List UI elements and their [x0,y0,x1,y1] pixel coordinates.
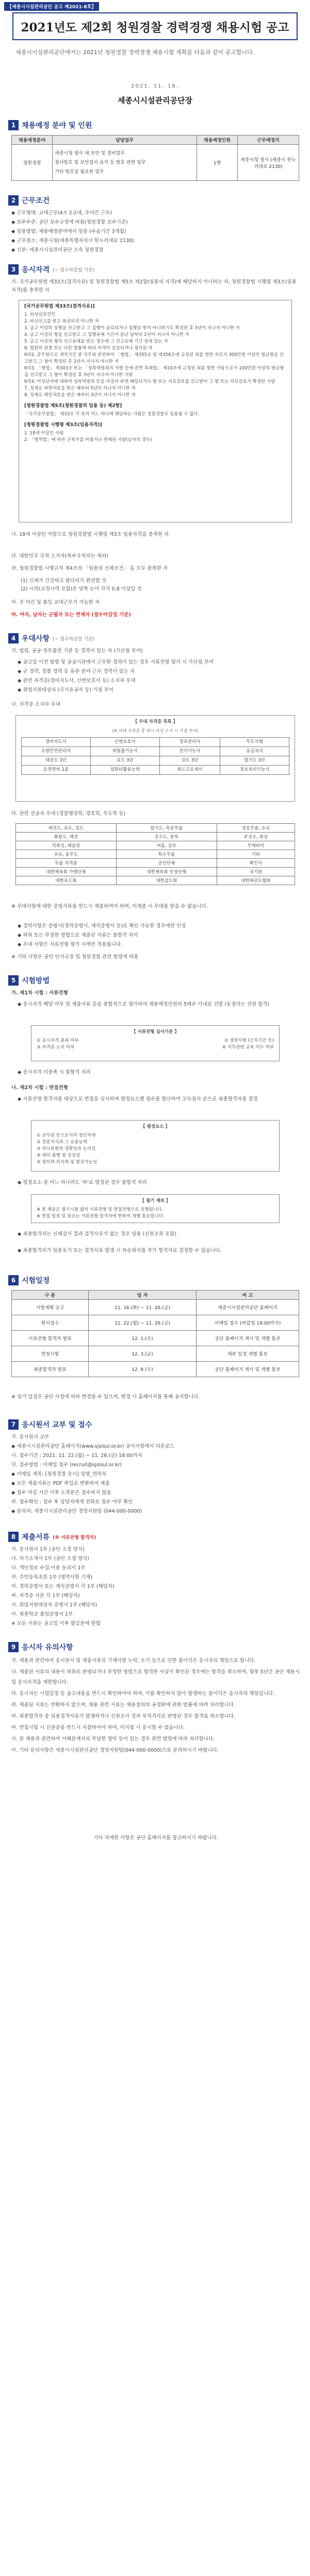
eligibility-text-5: 마. 주 야간 및 휴일 교대근무가 가능한 자 [11,600,100,605]
eligibility-text-4: 라. 청원경찰법 시행규칙 제4조의 「임용의 신체조건」 을 모두 충족한 자 [11,566,168,571]
license-cell: 유도 3단 [90,756,159,766]
schedule-cell: 이메일 접수 (마감일 18:00까지) [197,1315,299,1331]
documents-list [11,1546,300,1629]
interview-criterion: ③ 의사표현의 정확성과 논리성 [37,1146,96,1151]
exam-text-6: ◆ 최종합격자가 임용포기 또는 결격사유 발생 시 차순위자를 추가 합격자로 결정할 수 있습니다. [18,1248,222,1253]
document-item: 라. 주민등록초본 1부 (병역사항 기재) [11,1574,93,1580]
exam-text-1: ◆ 응시자격 해당 여부 및 제출서류 등을 종합적으로 평가하여 채용예정인원의 5배수 이내로 선발 (동점자는 전원 합격) [18,1002,270,1007]
exam-text-3: ◆ 서류전형 합격자를 대상으로 면접을 실시하며 평정요소별 점수를 합산하여 고득점자 순으로 최종합격자를 결정 [18,1096,258,1102]
section-number: 1 [8,120,19,130]
duty-item: 세종시청 청사 내 보안 및 경비업무 [55,150,125,156]
license-cell: 경비지도사 [22,738,91,747]
section-number: 4 [8,633,19,643]
criteria-row [37,1044,274,1051]
section-title: 시험방법 [22,977,50,985]
art-cell: 공수도, 쿵푸 [116,833,217,841]
col-field: 채용예정분야 [12,135,53,145]
document-item: 마. 경력증명서 또는 재직증명서 각 1부 (해당자) [11,1584,115,1589]
license-box [15,715,295,802]
duty-item: 기타 방호상 필요한 업무 [55,169,104,175]
note-item: 라. 제출된 서류는 반환하지 않으며, 채용 관련 서류는 채용절차의 공정화에 관한 법률에 따라 처리합니다. [11,1702,235,1708]
preference-text-3: 다. 관련 전공자 우대 (경찰행정학, 경호학, 무도학 등) [11,811,126,817]
document-item: 사. 취업지원대상자 증명서 1부 (해당자) [11,1602,97,1608]
art-cell: 특수무술 [116,850,217,859]
work-conditions-list [11,209,300,256]
section-note: (~ 접수마감일 기준) [53,267,95,273]
disq-item: 6의3. 「형법」 제303조 또는 「성폭력범죄의 처벌 등에 관한 특례법」 제10조에 규정된 죄를 범한 사람으로서 100만원 이상의 벌금형을 선고받고 그 형이 확정된 후 3년이 지나지 아니한 사람 [24,366,284,378]
disq-item: 2. 「병역법」에 따른 군복무를 마쳤거나 면제된 사람(남자의 경우) [24,437,152,443]
disq-item: 1. 18세 이상인 사람 [24,431,64,436]
disq-item: 6의2. 공무원으로 재직기간 중 직무와 관련하여 「형법」 제355조 및 제356조에 규정된 죄를 범한 자로서 300만원 이상의 벌금형을 선고받고 그 형이 확정된 후 2년이 지나지 아니한 자 [24,352,284,364]
schedule-cell: 11. 16.(화) ~ 11. 26.(금) [89,1300,197,1315]
exam-text-5: ◆ 최종합격자는 신체검사 결과 결격사유가 없는 경우 임용 (신원조회 포함) [18,1231,177,1237]
physical-condition-item: (2) 시력(교정시력 포함)은 양쪽 눈이 각각 0.8 이상일 것 [21,586,142,592]
art-cell: 태권도, 유도, 검도 [16,824,117,833]
section-title: 채용예정 분야 및 인원 [22,122,92,130]
cell-field: 청원경찰 [12,145,53,181]
license-cell: 소방안전관리자 [22,747,91,756]
eligibility-text-2: 나. 18세 이상인 사람으로 청원경찰법 시행령 제3조 임용자격을 충족한 자 [11,532,169,537]
schedule-cell: 세부 일정 개별 통보 [197,1346,299,1362]
criteria-item: ② 경력사항 (근무기간 등) [224,1038,274,1043]
interview-criterion: ② 전문지식과 그 응용능력 [37,1140,87,1145]
section-1-heading [8,120,92,131]
application-line: ◆ 접수 마감 시간 이후 도착분은 접수하지 않음 [11,1490,111,1496]
preference-item: ◆ 취업지원대상자 (국가유공자 등) 가점 부여 [18,687,113,693]
physical-condition-item: (1) 신체가 건강하고 팔다리가 완전할 것 [21,578,107,584]
license-cell: 태권도 3단 [22,756,91,766]
section-title: 우대사항 [22,635,50,643]
intro-text: 세종시시설관리공단에서는 2021년 청원경찰 경력경쟁 채용시험 계획을 다음과 같이 공고합니다. [15,49,255,56]
application-line: 가. 응시원서 교부 [11,1434,50,1440]
art-cell: 합기도, 특공무술 [116,824,217,833]
preference-extra-item: ◆ 경력사항은 증명서(경력증명서, 재직증명서 등)로 확인 가능한 경우에만 인정 [18,923,186,929]
criteria-item: ① 응시자격 충족 여부 [37,1038,79,1043]
art-cell: 화랑도, 택견 [16,833,117,841]
disq-item: 8. 징계로 해임처분을 받은 때부터 3년이 지나지 아니한 자 [24,393,136,398]
interview-criterion: ① 공무원 등으로서의 정신자세 [37,1133,96,1138]
condition-item: ◆ 보수수준: 공단 보수규정에 따름(청원경찰 보수기준) [11,219,128,225]
note-item: 나. 제출된 서류의 내용이 허위로 판명되거나 부정한 방법으로 합격한 사실이 확인된 경우에는 합격을 취소하며, 향후 5년간 공단 채용시험 응시자격을 제한합니다. [11,1669,300,1685]
art-cell: 확인서 [217,859,295,868]
physical-conditions [21,577,299,594]
exam-sub-2: 나. 제2차 시험 : 면접전형 [11,1085,68,1091]
disq-item: 4. 금고 이상의 형을 선고받고 그 집행유예 기간이 끝난 날부터 2년이 지나지 아니한 자 [24,332,189,337]
section-title: 제출서류 [22,1533,50,1541]
cell-duties [53,145,197,181]
art-cell: 경호무술, 우슈 [217,824,295,833]
cell-location: 세종시청 청사 (세종시 한누리대로 2130) [238,145,299,181]
section-number: 6 [8,1275,19,1285]
preference-extra-item: ◆ 우대 사항은 서류전형 평가 시에만 적용됩니다. [18,942,122,947]
license-cell: 응급처치 [220,747,289,756]
criteria-row [37,1038,274,1044]
preference-item: ◆ 공고일 이전 법령 및 공공기관에서 근무한 경력이 있는 경우 서류전형 평가 시 가산점 부여 [18,659,214,665]
box-line: ※ 면접 일정 및 장소는 서류전형 합격자에 한하여 개별 통보합니다. [37,1214,165,1219]
preference-item: ◆ 관련 자격증(경비지도사, 신변보호사 등) 소지자 우대 [18,678,136,684]
organization-name: 세종시시설관리공단장 [118,96,192,105]
section-3-heading [8,264,94,275]
note-item: 마. 최종합격자 중 임용결격사유가 발생하거나 신원조사 결과 부적격자로 판명된 경우 합격을 취소합니다. [11,1714,235,1719]
application-line: ◆ 모든 제출서류는 PDF 파일로 변환하여 제출 [11,1481,110,1486]
interview-criterion: ⑤ 창의력·의지력 및 발전가능성 [37,1160,97,1165]
page-title: 2021년도 제2회 청원경찰 경력경쟁 채용시험 공고 [12,12,298,40]
license-box-note: (※ 아래 자격증 중 하나 이상 소지 시 가점 부여) [112,728,199,733]
note-item: 사. 본 채용과 관련하여 이해관계자의 부당한 청탁 등이 있는 경우 관련 법령에 따라 처리합니다. [11,1736,215,1742]
license-cell: 신변보호사 [90,738,159,747]
license-grid [21,737,289,775]
schedule-cell: 시험계획 공고 [12,1300,89,1315]
box-line: ※ 본 채용은 필기시험 없이 서류전형 및 면접전형으로 진행됩니다. [37,1207,163,1212]
note-item: 가. 채용과 관련하여 응시원서 및 제출서류의 기재사항 누락, 오기 등으로 인한 불이익은 응시자의 책임으로 합니다. [11,1658,256,1664]
art-cell: 대한태권도협회 [217,876,295,885]
col-location: 근무예정지 [238,135,299,145]
exam-sub-1: 가. 제1차 시험 : 서류전형 [11,990,68,996]
art-cell: 씨름, 삼보 [116,841,217,850]
art-cell: 무에타이 [217,841,295,850]
art-cell: 대한검도회 [116,876,217,885]
document-item: 나. 자기소개서 1부 (공단 소정 양식) [11,1556,89,1562]
art-cell: 국기원 [217,868,295,876]
box-title: [청원경찰법 제5조(청원경찰의 임용 등) 제2항] [24,403,122,409]
license-cell: 검도 3단 [159,756,220,766]
box-title: [청원경찰법 시행령 제3조(임용자격)] [24,422,102,428]
section-4-heading [8,633,94,644]
disq-item: 1. 피성년후견인 [24,312,56,317]
section-note: (~ 접수마감일 기준) [53,636,95,642]
criteria-item: ④ 직무관련 교육 이수 여부 [222,1045,274,1050]
license-box-title: 【 우대 자격증 목록 】 [133,719,178,724]
section-number: 9 [8,1642,19,1652]
document-item: ※ 모든 서류는 공고일 이후 발급분에 한함 [11,1621,101,1626]
art-cell: 우슈, 용무도 [16,850,117,859]
section-note: (※ 서류전형 합격자) [53,1535,96,1540]
eligibility-text-1: 가. 국가공무원법 제33조(결격사유) 및 청원경찰법 제5조 제2항(임용의 자격)에 해당하지 아니하는 자, 청원경찰법 시행령 제3조(임용자격)를 충족한 자 [11,279,297,293]
positions-table [11,135,299,181]
box-title: 【 서류전형 심사기준 】 [132,1029,179,1035]
section-number: 7 [8,1419,19,1430]
interview-criterion: ④ 예의·품행 및 성실성 [37,1153,80,1158]
schedule-cell: 12. 1.(수) [89,1331,197,1346]
art-cell: 킥복싱, 레슬링 [16,841,117,850]
preference-item: ◆ 군 경력, 경찰 경력 등 유관 분야 근무 경력이 있는 자 [18,669,135,674]
art-cell: 대한체육회 가맹단체 [16,868,117,876]
condition-item: ◆ 임용방법: 채용예정분야에서 임용 (수습기간 3개월) [11,229,126,234]
col-note: 비 고 [197,1291,299,1300]
cell-count: 1명 [197,145,238,181]
duty-item: 청사방호 및 보안질서 유지 등 방호 관련 업무 [55,160,146,165]
schedule-cell: 최종합격자 발표 [12,1362,89,1377]
art-cell: 기타 [217,850,295,859]
col-count: 채용예정인원 [197,135,238,145]
col-date: 일 자 [89,1291,197,1300]
condition-item: ◆ 근무형태: 교대근무(4조 2교대, 주야간 근무) [11,210,112,216]
preference-text-5: ※ 기타 사항은 공단 인사규정 및 청원경찰 관련 법령에 따름 [11,954,139,960]
notes-list [11,1656,300,1757]
schedule-note: ※ 상기 일정은 공단 사정에 따라 변경될 수 있으며, 변경 시 홈페이지를 통해 공지합니다. [11,1394,200,1400]
no-written-exam-box [31,1194,280,1223]
notice-date: 2021. 11. 16. [131,83,179,89]
exam-text-4: ◆ 평정요소 중 어느 하나라도 '하'로 평정된 경우 불합격 처리 [18,1180,147,1185]
note-item: 다. 응시자는 시험일정 등 공고내용을 반드시 확인하여야 하며, 이를 확인하지 않아 발생하는 불이익은 응시자의 책임입니다. [11,1691,275,1697]
schedule-cell: 서류전형 합격자 발표 [12,1331,89,1346]
section-title: 응시자 유의사항 [22,1643,73,1652]
section-6-heading [8,1275,50,1286]
col-duties: 담당업무 [53,135,197,145]
disq-item: 3. 금고 이상의 실형을 선고받고 그 집행이 종료되거나 집행을 받지 아니하기로 확정된 후 5년이 지나지 아니한 자 [24,326,240,331]
note-item: 바. 면접시험 시 신분증을 반드시 지참하여야 하며, 미지참 시 응시할 수 없습니다. [11,1725,185,1731]
license-cell: 위험물기능사 [90,747,159,756]
note-item: 아. 기타 문의사항은 세종시시설관리공단 경영지원팀(044-000-0000)으로 문의하시기 바랍니다. [11,1748,219,1753]
application-line: ◆ 이메일 제목: [청원경찰 응시] 성명_연락처 [11,1471,107,1477]
col-stage: 구 분 [12,1291,89,1300]
document-item: 가. 응시원서 1부 (공단 소정 양식) [11,1547,85,1552]
section-number: 8 [8,1532,19,1542]
application-line: 나. 접수기간 : 2021. 11. 22.(월) ~ 11. 26.(금) 18:00까지 [11,1453,142,1459]
schedule-cell: 공단 홈페이지 게시 및 개별 통보 [197,1362,299,1377]
license-cell: 워드프로세서 [159,766,220,775]
schedule-table [11,1290,299,1377]
notice-number-tag: 【세종시시설관리공단 공고 제2021-8호】 [4,2,99,11]
condition-item: ◆ 신분: 세종시시설관리공단 소속 청원경찰 [11,247,104,253]
application-line: ◆ 세종시시설관리공단 홈페이지(www.sjsisul.or.kr) 공지사항에서 다운로드 [11,1444,175,1449]
schedule-cell: 11. 22.(월) ~ 11. 26.(금) [89,1315,197,1331]
section-title: 근무조건 [22,197,50,205]
disq-item: 6의4. 미성년자에 대하여 성폭력범죄 등을 저질러 파면·해임되거나 형 또는 치료감호를 선고받아 그 형 또는 치료감호가 확정된 사람 [24,379,275,384]
application-list [11,1433,300,1517]
preference-text-1: 가. 법령, 공공·정부출연 기관 등 경력이 있는 자 (가산점 부여) [11,648,143,654]
license-cell: 합기도 3단 [220,756,289,766]
preference-extra-item: ◆ 허위 또는 부정한 방법으로 제출된 서류는 불합격 처리 [18,933,138,938]
art-cell: 공인단체 [116,859,217,868]
preference-extra-list [18,922,300,950]
section-9-heading [8,1641,73,1653]
eligibility-text-6: 바. 여자, 남자는 군필자 또는 면제자 (접수마감일 기준) [11,612,131,618]
preference-text-4: ※ 우대사항에 대한 증빙서류를 반드시 제출하여야 하며, 미제출 시 우대를 받을 수 없습니다. [11,904,208,909]
schedule-cell: 12. 3.(금) [89,1346,197,1362]
application-line: 다. 접수방법 : 이메일 접수 (recruit@sjsisul.or.kr) [11,1462,122,1468]
document-item: 다. 개인정보 수집·이용 동의서 1부 [11,1565,86,1571]
section-8-heading [8,1531,96,1543]
license-cell: 컴퓨터활용능력 [90,766,159,775]
eligibility-text-3: 다. 대한민국 국적 소지자(복수국적자는 제외) [11,553,108,559]
disq-item: 2. 파산선고를 받고 복권되지 아니한 자 [24,319,99,324]
schedule-cell: 공단 홈페이지 게시 및 개별 통보 [197,1331,299,1346]
art-cell: 무술 자격증 [16,859,117,868]
license-cell: 운전면허 1종 [22,766,91,775]
license-cell: 무도사범 [220,738,289,747]
criteria-item: ③ 자격증 소지 여부 [37,1045,75,1050]
document-item: 바. 자격증 사본 각 1부 (해당자) [11,1593,80,1599]
box-title: 【 필기 제외 】 [140,1198,171,1204]
disq-item: 7. 징계로 파면처분을 받은 때부터 5년이 지나지 아니한 자 [24,386,136,391]
preference-text-2: 나. 자격증 소지자 우대 [11,702,60,707]
section-2-heading [8,195,50,206]
schedule-cell: 원서접수 [12,1315,89,1331]
section-title: 시험일정 [22,1277,50,1285]
license-cell: 전기기능사 [159,747,220,756]
interview-criteria-box [31,1120,280,1172]
license-cell: 정보처리기능사 [220,766,289,775]
box-title: 【 평정요소 】 [141,1124,170,1129]
art-cell: 대한체육회 인정단체 [116,868,217,876]
schedule-cell: 세종시시설관리공단 홈페이지 [197,1300,299,1315]
art-cell: 주짓수, 복싱 [217,833,295,841]
schedule-cell: 면접시험 [12,1346,89,1362]
schedule-cell: 12. 8.(수) [89,1362,197,1377]
application-line: 라. 접수확인 : 접수 후 담당자에게 전화로 접수 여부 확인 [11,1499,133,1505]
section-number: 5 [8,975,19,986]
art-cell: 대한유도회 [16,876,117,885]
exam-text-2: ◆ 응시자격 미충족 시 불합격 처리 [18,1070,91,1075]
license-cell: 경호관리사 [159,738,220,747]
document-criteria-box [31,1025,280,1061]
disq-item: 5. 금고 이상의 형의 선고유예를 받은 경우에 그 선고유예 기간 중에 있는 자 [24,339,168,344]
box-title: [국가공무원법 제33조(결격사유)] [24,304,95,309]
martial-arts-table [15,823,295,885]
disqualification-box [19,300,292,522]
document-item: 아. 최종학교 졸업증명서 1부 [11,1612,73,1617]
bottom-text: 기타 자세한 사항은 공단 홈페이지를 참고하시기 바랍니다. [93,1835,218,1841]
disq-item: 「국가공무원법」 제33조 각 호의 어느 하나에 해당하는 사람은 청원경찰로 임용될 수 없다. [24,412,200,417]
section-title: 응시원서 교부 및 접수 [22,1421,92,1429]
section-7-heading [8,1419,92,1430]
section-5-heading [8,975,50,986]
section-number: 2 [8,195,19,206]
disq-item: 6. 법원의 판결 또는 다른 법률에 따라 자격이 상실되거나 정지된 자 [24,346,153,351]
application-line: ◆ 문의처: 세종시시설관리공단 경영지원팀 (044-000-0000) [11,1509,142,1514]
section-title: 응시자격 [22,266,50,274]
section-number: 3 [8,264,19,275]
preference-items [18,658,300,696]
condition-item: ◆ 근무장소: 세종시청(세종특별자치시 한누리대로 2130) [11,238,134,244]
